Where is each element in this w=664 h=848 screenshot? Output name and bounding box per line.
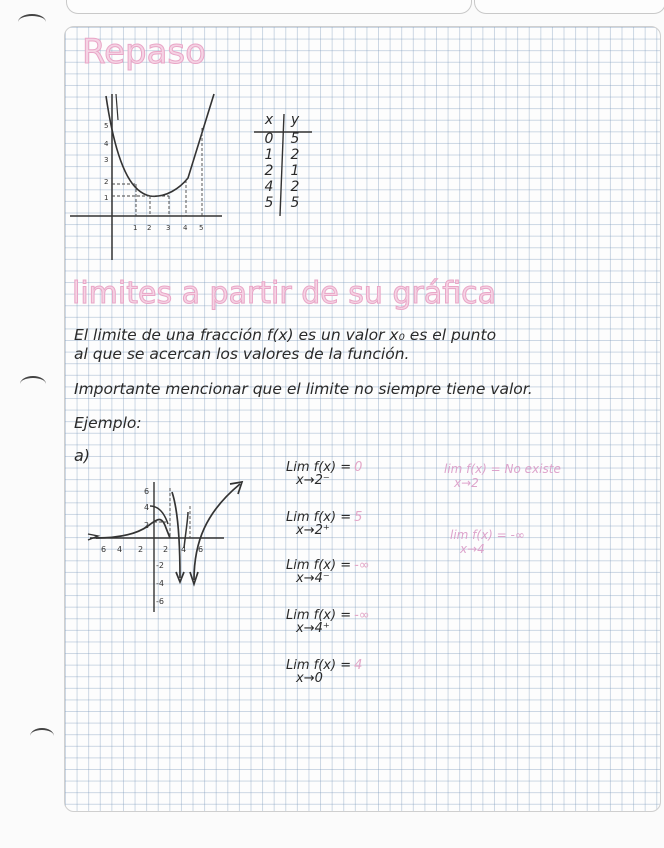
table-cell: 2 xyxy=(290,147,300,163)
x-tick: 2 xyxy=(147,224,152,232)
y-label: -4 xyxy=(156,579,164,588)
section-title-repaso: Repaso xyxy=(82,32,206,72)
limit-expression: Lim f(x) = 0 x→2⁻ xyxy=(286,460,363,488)
binder-mark xyxy=(30,728,54,744)
part-a-label: a) xyxy=(74,446,91,465)
table-cell: 5 xyxy=(264,195,274,211)
y-tick: 5 xyxy=(104,122,109,130)
xy-table-lines xyxy=(250,112,320,218)
table-cell: 5 xyxy=(290,131,300,147)
binder-mark xyxy=(20,376,46,392)
x-tick: 4 xyxy=(183,224,188,232)
y-label: -2 xyxy=(156,561,164,570)
paragraph-line: El limite de una fracción f(x) es un valor x₀ es el punto xyxy=(74,326,497,344)
side-limit-expression: lim f(x) = -∞ x→4 xyxy=(450,528,525,556)
y-tick: 3 xyxy=(104,156,109,164)
x-tick: 1 xyxy=(133,224,138,232)
y-label: 4 xyxy=(144,503,150,512)
y-tick: 4 xyxy=(104,140,109,148)
x-label: 4 xyxy=(181,545,187,554)
binder-mark xyxy=(18,14,46,30)
table-cell: 0 xyxy=(264,131,274,147)
y-tick: 2 xyxy=(104,178,109,186)
table-cell: 1 xyxy=(290,163,300,179)
example-label: Ejemplo: xyxy=(74,414,142,432)
table-cell: 2 xyxy=(290,179,300,195)
x-tick: 5 xyxy=(199,224,204,232)
paragraph-line: al que se acercan los valores de la función. xyxy=(74,345,410,363)
section-title-limites: limites a partir de su gráfica xyxy=(72,276,497,311)
limit-expression: Lim f(x) = -∞ x→4⁻ xyxy=(286,558,370,586)
limit-expression: Lim f(x) = 4 x→0 xyxy=(286,658,363,686)
y-label: 6 xyxy=(144,487,150,496)
x-tick: 3 xyxy=(166,224,171,232)
table-header-x: x xyxy=(264,112,274,128)
y-tick: 1 xyxy=(104,194,109,202)
y-label: -6 xyxy=(156,597,164,606)
binder-tab-left xyxy=(66,0,472,14)
table-cell: 1 xyxy=(264,147,274,163)
binder-tab-right xyxy=(474,0,664,14)
y-label: 2 xyxy=(144,521,150,530)
table-cell: 4 xyxy=(264,179,274,195)
limit-expression: Lim f(x) = -∞ x→4⁺ xyxy=(286,608,370,636)
x-label: 6 xyxy=(198,545,204,554)
parabola-graph xyxy=(66,88,226,264)
x-label: 6 xyxy=(101,545,107,554)
limit-graph xyxy=(84,472,254,622)
x-label: 2 xyxy=(163,545,169,554)
side-limit-expression: lim f(x) = No existe x→2 xyxy=(444,462,561,490)
table-header-y: y xyxy=(290,112,300,128)
x-label: 4 xyxy=(117,545,123,554)
table-cell: 5 xyxy=(290,195,300,211)
limit-expression: Lim f(x) = 5 x→2⁺ xyxy=(286,510,363,538)
paragraph-line: Importante mencionar que el limite no siempre tiene valor. xyxy=(74,380,533,398)
table-cell: 2 xyxy=(264,163,274,179)
x-label: 2 xyxy=(138,545,144,554)
